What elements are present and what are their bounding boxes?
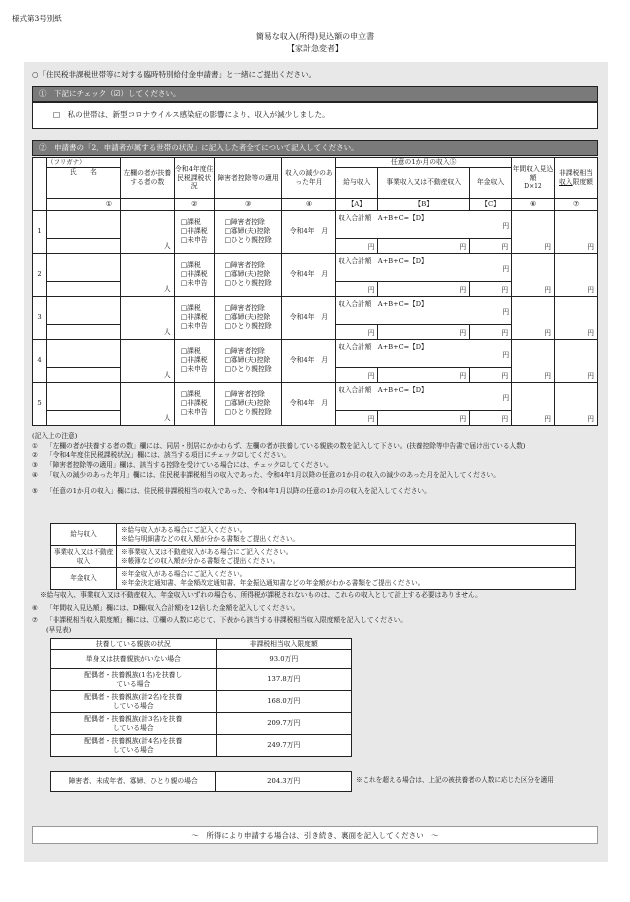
salary-field[interactable]: [336, 281, 378, 296]
business-field[interactable]: [378, 410, 470, 425]
hayami-status: 単身又は扶養親族がいない場合: [51, 650, 217, 669]
hayami-amount: 249.7万円: [216, 735, 351, 757]
income-type-label: 給与収入: [51, 524, 117, 546]
hayami-status: 配偶者・扶養親族(計4名)を扶養している場合: [51, 735, 217, 757]
intro-text: ○「住民税非課税世帯等に対する臨時特別給付金申請書」と一緒にご提出ください。: [32, 70, 317, 79]
yen-unit: 円: [459, 243, 467, 252]
tax-opt[interactable]: □未申告: [180, 408, 208, 417]
yen-unit: 円: [367, 415, 375, 424]
yen-unit: 円: [544, 329, 551, 338]
furigana-field[interactable]: [46, 339, 120, 367]
yen-unit: 円: [459, 372, 467, 381]
yen-unit: 円: [587, 415, 594, 424]
income-sum-field[interactable]: [336, 253, 512, 281]
persons-unit: 人: [163, 285, 171, 293]
special-status: 障害者、未成年者、寡婦、ひとり親の場合: [51, 772, 216, 792]
yen-unit: 円: [587, 286, 594, 295]
row-index: 2: [33, 253, 47, 296]
tax-opt[interactable]: □非課税: [180, 270, 208, 279]
hayami-status: 配偶者・扶養親族(計3名)を扶養している場合: [51, 713, 217, 735]
limit-field[interactable]: [554, 296, 597, 339]
num-A: 【A】: [336, 198, 378, 210]
annual-field[interactable]: [512, 382, 555, 425]
tax-status-cell[interactable]: [174, 253, 214, 296]
pension-field[interactable]: [470, 367, 512, 382]
persons-unit: 人: [163, 371, 171, 379]
yen-unit: 円: [501, 286, 509, 295]
pension-field[interactable]: [470, 281, 512, 296]
yen-unit: 円: [502, 221, 510, 230]
num-2: ②: [174, 198, 214, 210]
income-sum-field[interactable]: [336, 210, 512, 238]
row-index: 4: [33, 339, 47, 382]
notes-section: [32, 432, 598, 496]
header-index: [33, 158, 47, 211]
sum-text: 収入合計額 A+B+C=【D】: [338, 385, 428, 394]
ded-opt[interactable]: □障害者控除: [224, 304, 265, 313]
note-text: 「非課税相当収入限度額」欄には、①欄の人数に応じて、下表から該当する非課税相当収入限度額を記入してください。: [46, 616, 407, 625]
yen-unit: 円: [544, 372, 551, 381]
yen-unit: 円: [502, 393, 510, 402]
income-types-table: [50, 523, 576, 590]
yen-unit: 円: [501, 372, 509, 381]
persons-unit: 人: [163, 242, 171, 250]
name-field[interactable]: [46, 281, 120, 296]
income-type-label: 事業収入又は不動産収入: [51, 546, 117, 568]
annual-field[interactable]: [512, 339, 555, 382]
form-number: 様式第3号別紙: [12, 14, 62, 23]
yen-unit: 円: [367, 329, 375, 338]
furigana-field[interactable]: [46, 210, 120, 238]
ded-opt[interactable]: □障害者控除: [224, 218, 265, 227]
hayami-status: 配偶者・扶養親族(1名)を扶養している場合: [51, 669, 217, 691]
business-field[interactable]: [378, 281, 470, 296]
ded-opt[interactable]: □障害者控除: [224, 347, 265, 356]
note-item: [32, 461, 598, 471]
note-mark: ③: [32, 461, 38, 470]
hayami-amount: 137.8万円: [216, 669, 351, 691]
num-6: ⑥: [512, 198, 555, 210]
desc-line: ※事業収入又は不動産収入がある場合にご記入ください。: [121, 547, 293, 556]
note-item: [32, 442, 598, 452]
yen-unit: 円: [459, 329, 467, 338]
yen-unit: 円: [501, 415, 509, 424]
tax-opt[interactable]: □非課税: [180, 356, 208, 365]
header-name: 氏 名: [46, 167, 120, 198]
yen-unit: 円: [587, 243, 594, 252]
pension-field[interactable]: [470, 238, 512, 253]
sum-text: 収入合計額 A+B+C=【D】: [338, 299, 428, 308]
tax-opt[interactable]: □未申告: [180, 279, 208, 288]
income-sum-field[interactable]: [336, 339, 512, 367]
yen-unit: 円: [502, 264, 510, 273]
row-index: 5: [33, 382, 47, 425]
hayami-amount: 209.7万円: [216, 713, 351, 735]
note-mark: ④: [32, 470, 38, 479]
yen-unit: 円: [502, 350, 510, 359]
desc-line: ※帳簿などの収入額が分かる書類をご提出ください。: [121, 556, 280, 565]
limit-special-table: [50, 771, 352, 792]
deduction-cell[interactable]: [214, 382, 282, 425]
header-business: 事業収入又は不動産収入: [378, 167, 470, 198]
name-field[interactable]: [46, 410, 120, 425]
deduction-cell[interactable]: [214, 253, 282, 296]
ded-opt[interactable]: □寡婦(夫)控除: [224, 270, 271, 279]
income-sum-field[interactable]: [336, 382, 512, 410]
tax-opt[interactable]: □未申告: [180, 236, 208, 245]
tax-opt[interactable]: □課税: [180, 261, 201, 270]
persons-unit: 人: [163, 414, 171, 422]
yen-unit: 円: [459, 415, 467, 424]
desc-line: ※年金収入がある場合にご記入ください。: [121, 569, 247, 578]
note-text: 「年間収入見込額」欄には、D欄(収入合計額)を12倍した金額を記入してください。: [46, 603, 300, 612]
yen-unit: 円: [544, 243, 551, 252]
sum-text: 収入合計額 A+B+C=【D】: [338, 213, 428, 222]
hayami-status: 配偶者・扶養親族(計2名)を扶養している場合: [51, 691, 217, 713]
decrease-month-field[interactable]: 令和4年 月: [282, 339, 336, 382]
yen-unit: 円: [502, 307, 510, 316]
business-field[interactable]: [378, 324, 470, 339]
limit-field[interactable]: [554, 253, 597, 296]
annual-field[interactable]: [512, 296, 555, 339]
yen-unit: 円: [459, 286, 467, 295]
note-text: 「任意の1か月の収入」欄には、住民税非課税相当の収入であった、令和4年1月以降の任意の1か月の収入を記入してください。: [46, 486, 431, 495]
tax-opt[interactable]: □非課税: [180, 227, 208, 236]
sum-text: 収入合計額 A+B+C=【D】: [338, 342, 428, 351]
num-B: 【B】: [378, 198, 470, 210]
note-item: [32, 616, 600, 626]
dependents-field[interactable]: [120, 296, 174, 339]
subtitle-text: 【家計急変者】: [287, 44, 343, 53]
name-field[interactable]: [46, 324, 120, 339]
footer-banner: ～ 所得により申請する場合は、引き続き、裏面を記入してください ～: [32, 826, 598, 844]
income-type-desc: [117, 524, 576, 546]
header-furigana: （フリガナ）: [46, 158, 120, 168]
ded-opt[interactable]: □障害者控除: [224, 390, 265, 399]
annual-field[interactable]: [512, 253, 555, 296]
ded-opt[interactable]: □ひとり親控除: [224, 322, 272, 331]
furigana-field[interactable]: [46, 382, 120, 410]
header-salary: 給与収入: [336, 167, 378, 198]
tax-status-cell[interactable]: [174, 339, 214, 382]
num-7: ⑦: [554, 198, 597, 210]
notes-heading: (記入上の注意): [32, 432, 78, 440]
tax-status-cell[interactable]: [174, 210, 214, 253]
pension-field[interactable]: [470, 410, 512, 425]
header-pension: 年金収入: [470, 167, 512, 198]
salary-field[interactable]: [336, 410, 378, 425]
title-text: 簡易な収入(所得)見込額の申立書: [255, 32, 375, 41]
limit-field[interactable]: [554, 339, 597, 382]
business-field[interactable]: [378, 367, 470, 382]
ded-opt[interactable]: □寡婦(夫)控除: [224, 227, 271, 236]
tax-status-cell[interactable]: [174, 296, 214, 339]
business-field[interactable]: [378, 238, 470, 253]
note-text: 「令和4年度住民税課税状況」欄には、該当する項目にチェック☑してください。: [46, 451, 291, 460]
limit-field[interactable]: [554, 210, 597, 253]
deduction-cell[interactable]: [214, 339, 282, 382]
num-dep: [120, 198, 174, 210]
desc-line: ※給与収入がある場合にご記入ください。: [121, 525, 247, 534]
furigana-field[interactable]: [46, 253, 120, 281]
dependents-field[interactable]: [120, 339, 174, 382]
note-mark: ⑤: [32, 486, 38, 495]
num-C: 【C】: [470, 198, 512, 210]
tax-opt[interactable]: □非課税: [180, 399, 208, 408]
note-text: 「収入の減少のあった年月」欄には、住民税非課税相当の収入であった、令和4年1月以降の任意の1か月の収入の減少のあった月を記入してください。: [46, 470, 500, 479]
tax-opt[interactable]: □未申告: [180, 322, 208, 331]
salary-field[interactable]: [336, 324, 378, 339]
note-text: 「障害者控除等の適用」欄は、該当する控除を受けている場合には、チェック☑してください。: [46, 461, 333, 470]
decrease-month-field[interactable]: 令和4年 月: [282, 296, 336, 339]
name-field[interactable]: [46, 367, 120, 382]
salary-field[interactable]: [336, 367, 378, 382]
sum-text: 収入合計額 A+B+C=【D】: [338, 256, 428, 265]
annual-formula: D×12: [524, 183, 542, 191]
decrease-month-field[interactable]: 令和4年 月: [282, 253, 336, 296]
deduction-cell[interactable]: [214, 296, 282, 339]
name-field[interactable]: [46, 238, 120, 253]
limit-field[interactable]: [554, 382, 597, 425]
note-text: 「左欄の者が扶養する者の数」欄には、同居・別居にかかわらず、左欄の者が扶養している親族の数を記入して下さい。(扶養控除等申告書で届け出ている人数): [46, 441, 526, 450]
income-sum-field[interactable]: [336, 296, 512, 324]
dependents-field[interactable]: [120, 382, 174, 425]
desc-line: ※年金決定通知書、年金額改定通知書、年金振込通知書などの年金額がわかる書類をご提出ください。: [121, 578, 425, 587]
note-item: [32, 487, 598, 497]
note-item: [32, 471, 598, 481]
hayami-label: (早見表): [46, 626, 72, 635]
tax-opt[interactable]: □課税: [180, 218, 201, 227]
header-decrease-month: 収入の減少のあった年月: [282, 158, 336, 199]
hayami-amount: 168.0万円: [216, 691, 351, 713]
tax-opt[interactable]: □課税: [180, 347, 201, 356]
ded-opt[interactable]: □寡婦(夫)控除: [224, 313, 271, 322]
income-type-desc: [117, 546, 576, 568]
note-item: [32, 451, 598, 461]
yen-unit: 円: [544, 286, 551, 295]
yen-unit: 円: [367, 243, 375, 252]
tax-opt[interactable]: □未申告: [180, 365, 208, 374]
header-dependents: 左欄の者が扶養する者の数: [120, 158, 174, 199]
dependents-field[interactable]: [120, 253, 174, 296]
ded-opt[interactable]: □寡婦(夫)控除: [224, 356, 271, 365]
row-index: 1: [33, 210, 47, 253]
income-notes: [32, 591, 600, 636]
ded-opt[interactable]: □ひとり親控除: [224, 365, 272, 374]
ded-opt[interactable]: □ひとり親控除: [224, 236, 272, 245]
note-mark: ⑥: [32, 603, 38, 612]
row-index: 3: [33, 296, 47, 339]
limit-quick-table: [50, 638, 352, 757]
tax-opt[interactable]: □課税: [180, 304, 201, 313]
persons-unit: 人: [163, 328, 171, 336]
special-side-note: ※これを超える場合は、上記の被扶養者の人数に応じた区分を適用: [356, 776, 554, 784]
header-deduction: 障害者控除等の適用: [214, 158, 282, 199]
num-1: ①: [46, 198, 120, 210]
section2-header: ② 申請書の「2．申請者が属する世帯の状況」に記入した者全てについて記入してください。: [32, 140, 598, 156]
section1-checkbox[interactable]: □ 私の世帯は、新型コロナウイルス感染症の影響により、収入が減少しました。: [32, 102, 598, 129]
desc-line: ※給与明細書などの収入額が分かる書類をご提出ください。: [121, 534, 300, 543]
hayami-header-amount: 非課税相当収入限度額: [216, 639, 351, 650]
yen-unit: 円: [501, 329, 509, 338]
decrease-month-field[interactable]: 令和4年 月: [282, 382, 336, 425]
annual-label: 年間収入見込額: [512, 164, 554, 182]
num-3: ③: [214, 198, 282, 210]
dependents-field[interactable]: [120, 210, 174, 253]
note-mark: ②: [32, 451, 38, 460]
ded-opt[interactable]: □障害者控除: [224, 261, 265, 270]
limit-pre: 非課税相当: [559, 169, 593, 178]
note-item: [32, 604, 600, 614]
household-table: [32, 157, 598, 426]
hayami-header-status: 扶養している親族の状況: [51, 639, 217, 650]
yen-unit: 円: [544, 415, 551, 424]
yen-unit: 円: [501, 243, 509, 252]
yen-unit: 円: [367, 286, 375, 295]
limit-em: 収入: [559, 177, 573, 186]
yen-unit: 円: [587, 372, 594, 381]
special-amount: 204.3万円: [216, 772, 352, 792]
decrease-month-field[interactable]: 令和4年 月: [282, 210, 336, 253]
header-annual: [512, 158, 555, 199]
hayami-amount: 93.0万円: [216, 650, 351, 669]
header-tax-status: 令和4年度住民税課税状況: [174, 158, 214, 199]
header-income-group: 任意の1か月の収入⑤: [336, 158, 512, 168]
tax-opt[interactable]: □非課税: [180, 313, 208, 322]
note-mark: ①: [32, 441, 38, 450]
salary-field[interactable]: [336, 238, 378, 253]
annual-field[interactable]: [512, 210, 555, 253]
limit-post: 限度額: [572, 177, 593, 186]
income-note: ※給与収入、事業収入又は不動産収入、年金収入いずれの場合も、所得税が課税されないものは、これらの収入として計上する必要はありません。: [40, 591, 482, 599]
yen-unit: 円: [367, 372, 375, 381]
section1-header: ① 下記にチェック（☑）してください。: [32, 86, 598, 102]
ded-opt[interactable]: □ひとり親控除: [224, 408, 272, 417]
tax-opt[interactable]: □課税: [180, 390, 201, 399]
pension-field[interactable]: [470, 324, 512, 339]
document-title: [0, 31, 630, 55]
income-type-label: 年金収入: [51, 568, 117, 590]
num-4: ④: [282, 198, 336, 210]
deduction-cell[interactable]: [214, 210, 282, 253]
furigana-field[interactable]: [46, 296, 120, 324]
note-mark: ⑦: [32, 616, 38, 625]
income-type-desc: [117, 568, 576, 590]
yen-unit: 円: [587, 329, 594, 338]
header-limit: [554, 158, 597, 199]
tax-status-cell[interactable]: [174, 382, 214, 425]
ded-opt[interactable]: □ひとり親控除: [224, 279, 272, 288]
ded-opt[interactable]: □寡婦(夫)控除: [224, 399, 271, 408]
